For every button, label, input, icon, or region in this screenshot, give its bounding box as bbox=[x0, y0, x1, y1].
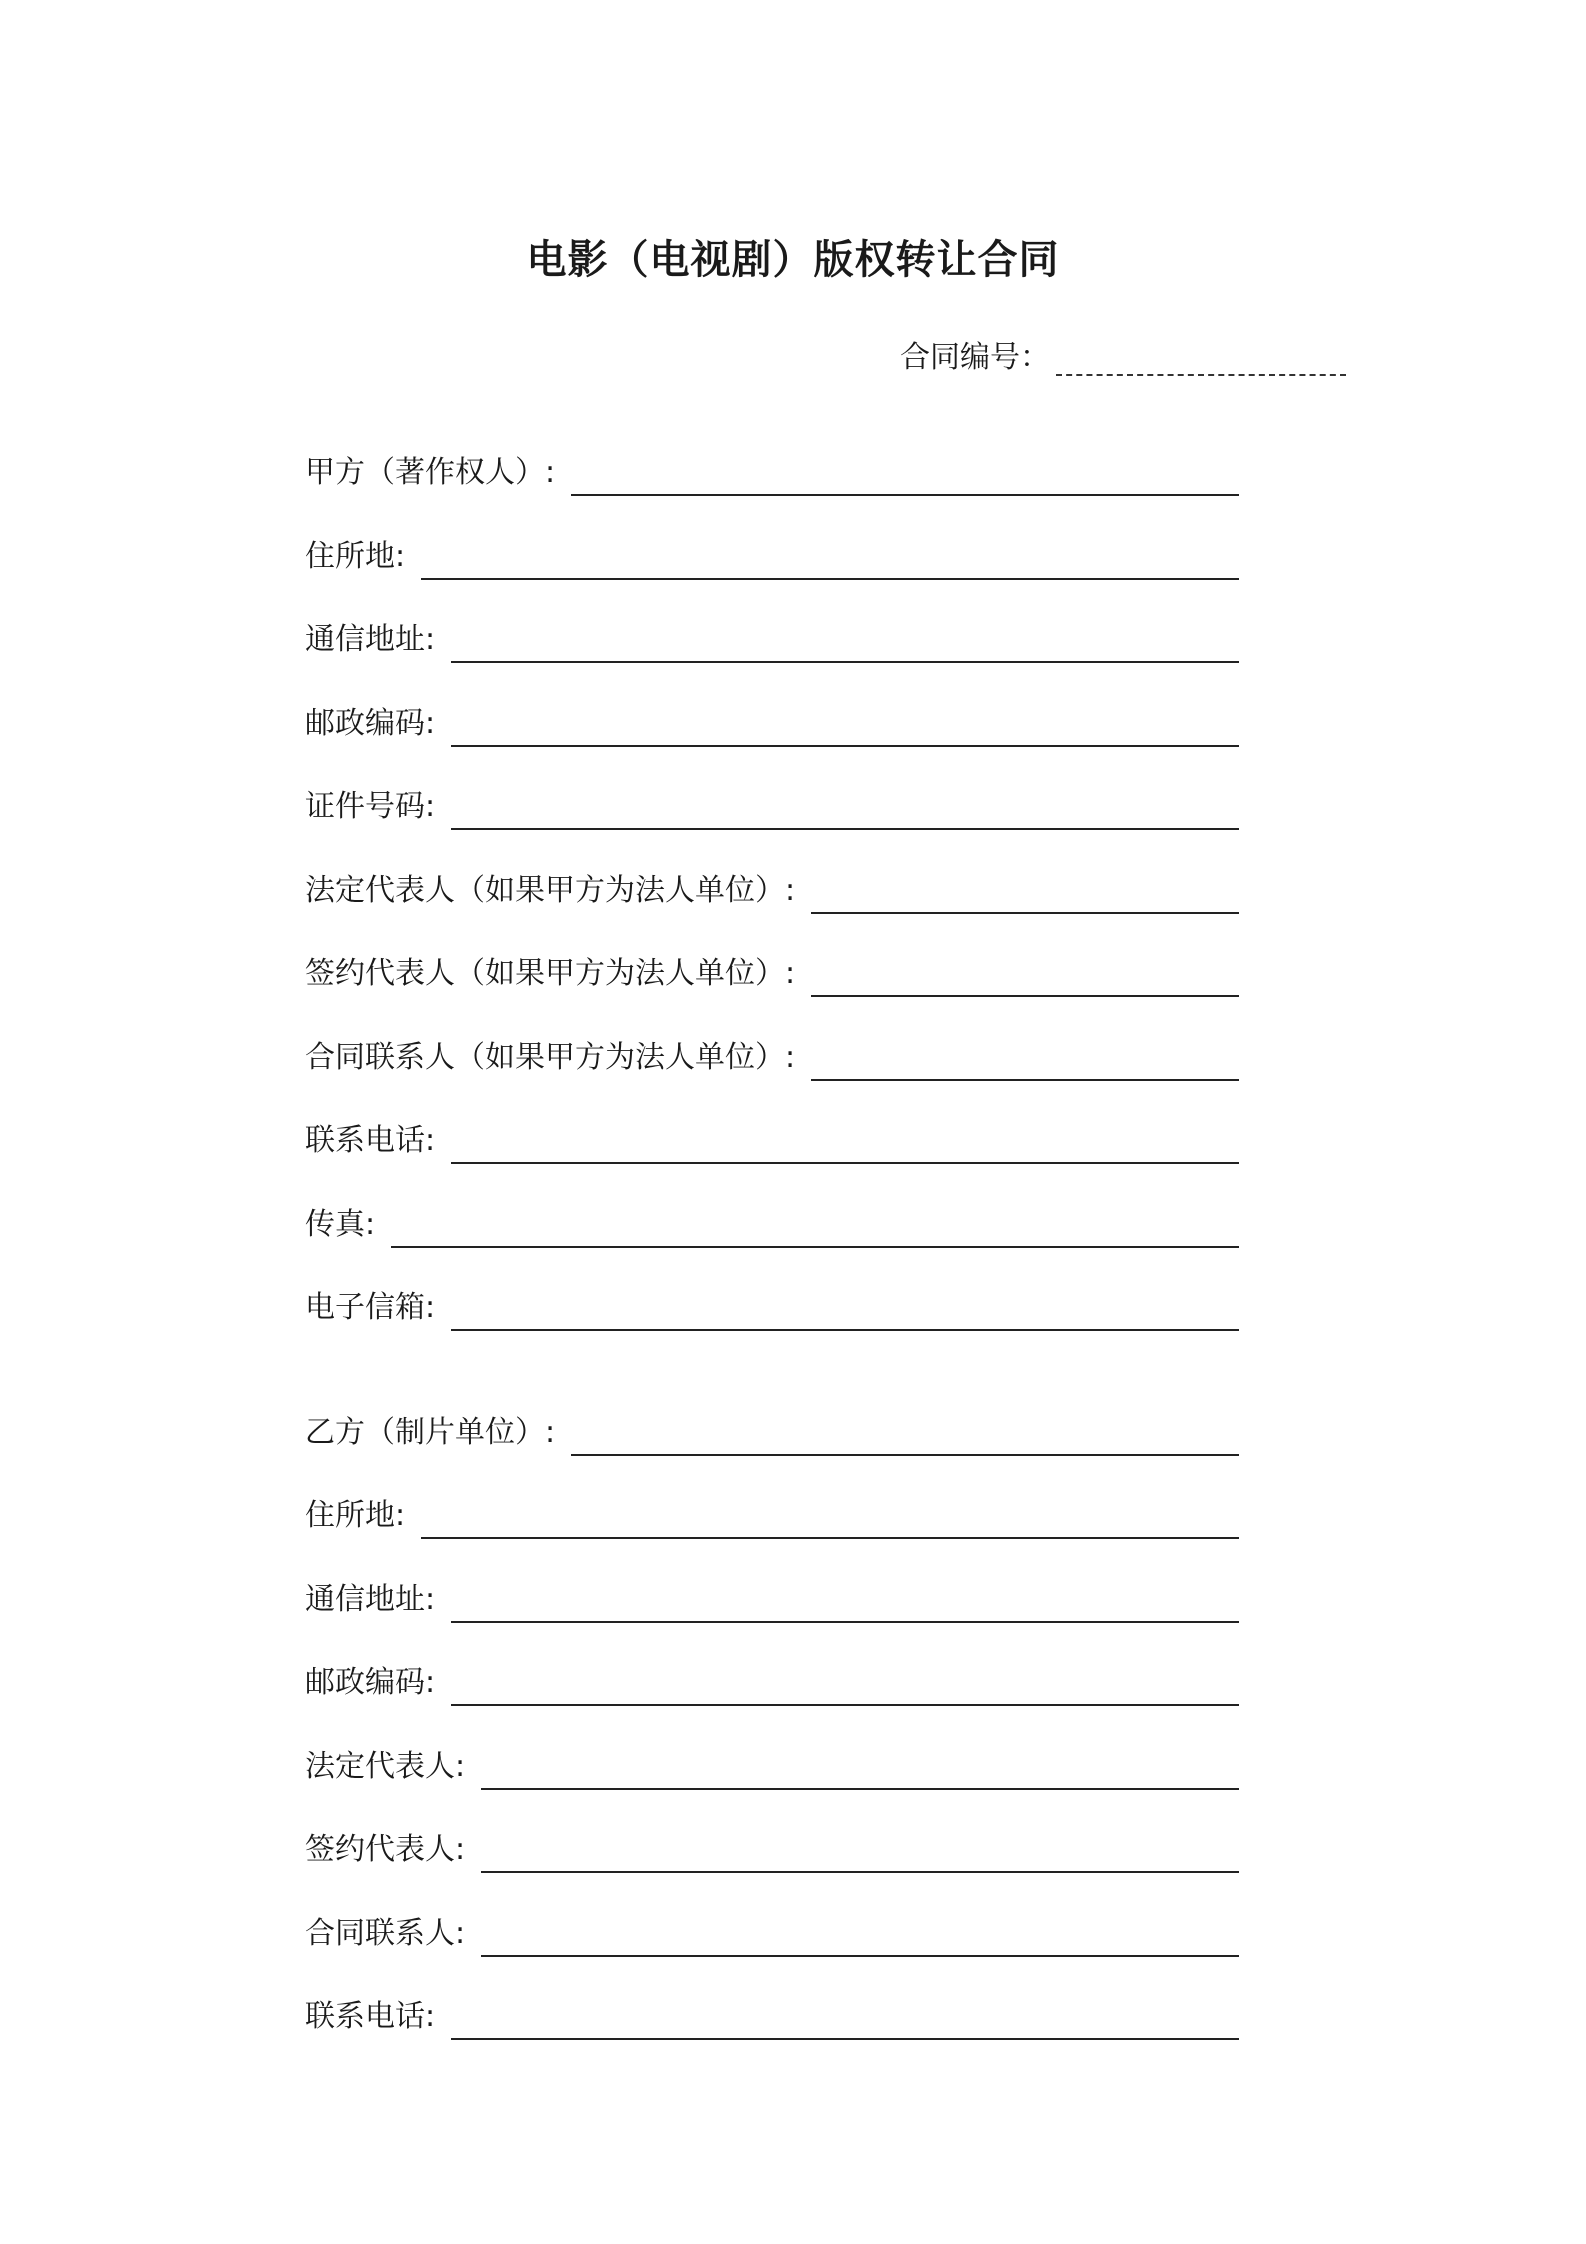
party-b-name-label: 乙方（制片单位）: bbox=[305, 1415, 556, 1450]
party-a-email-row bbox=[305, 1291, 1239, 1325]
party-a-address-label: 通信地址: bbox=[305, 622, 436, 657]
party-a-contact-label: 合同联系人（如果甲方为法人单位）: bbox=[305, 1040, 796, 1075]
party-b-legal-rep-row bbox=[305, 1750, 1239, 1784]
party-a-name-label: 甲方（著作权人）: bbox=[305, 455, 556, 490]
party-a-postcode-row bbox=[305, 707, 1239, 741]
party-a-id-label: 证件号码: bbox=[305, 789, 436, 824]
party-b-postcode-label: 邮政编码: bbox=[305, 1665, 436, 1700]
party-b-contact-row bbox=[305, 1917, 1239, 1951]
party-b-address-row bbox=[305, 1583, 1239, 1617]
party-a-fax-row bbox=[305, 1208, 1239, 1242]
party-b-legal-rep-label: 法定代表人: bbox=[305, 1749, 466, 1784]
party-a-id-row bbox=[305, 790, 1239, 824]
party-a-signing-rep-label: 签约代表人（如果甲方为法人单位）: bbox=[305, 956, 796, 991]
party-a-fax-field[interactable] bbox=[391, 1216, 1239, 1248]
page-title: 电影（电视剧）版权转让合同 bbox=[526, 237, 1060, 283]
party-a-legal-rep-field[interactable] bbox=[811, 882, 1239, 914]
party-b-postcode-field[interactable] bbox=[451, 1674, 1239, 1706]
party-a-postcode-label: 邮政编码: bbox=[305, 706, 436, 741]
party-a-phone-row bbox=[305, 1124, 1239, 1158]
party-a-signing-rep-field[interactable] bbox=[811, 965, 1239, 997]
party-a-residence-label: 住所地: bbox=[305, 539, 406, 574]
contract-number-field[interactable] bbox=[1056, 344, 1346, 376]
party-a-contact-field[interactable] bbox=[811, 1049, 1239, 1081]
party-a-email-label: 电子信箱: bbox=[305, 1290, 436, 1325]
party-a-signing-rep-row bbox=[305, 957, 1239, 991]
party-a-address-field[interactable] bbox=[451, 631, 1239, 663]
party-a-address-row bbox=[305, 623, 1239, 657]
party-b-name-field[interactable] bbox=[571, 1424, 1239, 1456]
party-b-residence-label: 住所地: bbox=[305, 1498, 406, 1533]
party-b-address-field[interactable] bbox=[451, 1591, 1239, 1623]
contract-number-label: 合同编号： bbox=[900, 340, 1050, 375]
party-b-phone-label: 联系电话: bbox=[305, 1999, 436, 2034]
party-a-legal-rep-row bbox=[305, 874, 1239, 908]
party-a-residence-field[interactable] bbox=[421, 548, 1239, 580]
party-a-phone-field[interactable] bbox=[451, 1132, 1239, 1164]
party-b-contact-field[interactable] bbox=[481, 1925, 1239, 1957]
party-b-phone-field[interactable] bbox=[451, 2008, 1239, 2040]
party-a-legal-rep-label: 法定代表人（如果甲方为法人单位）: bbox=[305, 873, 796, 908]
party-b-signing-rep-row bbox=[305, 1833, 1239, 1867]
party-a-id-field[interactable] bbox=[451, 798, 1239, 830]
party-b-contact-label: 合同联系人: bbox=[305, 1916, 466, 1951]
party-b-address-label: 通信地址: bbox=[305, 1582, 436, 1617]
party-a-fax-label: 传真: bbox=[305, 1207, 376, 1242]
party-a-name-row bbox=[305, 456, 1239, 490]
party-b-residence-row bbox=[305, 1499, 1239, 1533]
party-a-name-field[interactable] bbox=[571, 464, 1239, 496]
contract-number bbox=[900, 332, 1346, 376]
party-b-residence-field[interactable] bbox=[421, 1507, 1239, 1539]
party-b-postcode-row bbox=[305, 1666, 1239, 1700]
party-b-signing-rep-label: 签约代表人: bbox=[305, 1832, 466, 1867]
party-a-phone-label: 联系电话: bbox=[305, 1123, 436, 1158]
party-b-signing-rep-field[interactable] bbox=[481, 1841, 1239, 1873]
party-b-name-row bbox=[305, 1416, 1239, 1450]
party-b-phone-row bbox=[305, 2000, 1239, 2034]
party-a-residence-row bbox=[305, 540, 1239, 574]
party-a-postcode-field[interactable] bbox=[451, 715, 1239, 747]
party-a-email-field[interactable] bbox=[451, 1299, 1239, 1331]
party-a-contact-row bbox=[305, 1041, 1239, 1075]
party-b-legal-rep-field[interactable] bbox=[481, 1758, 1239, 1790]
